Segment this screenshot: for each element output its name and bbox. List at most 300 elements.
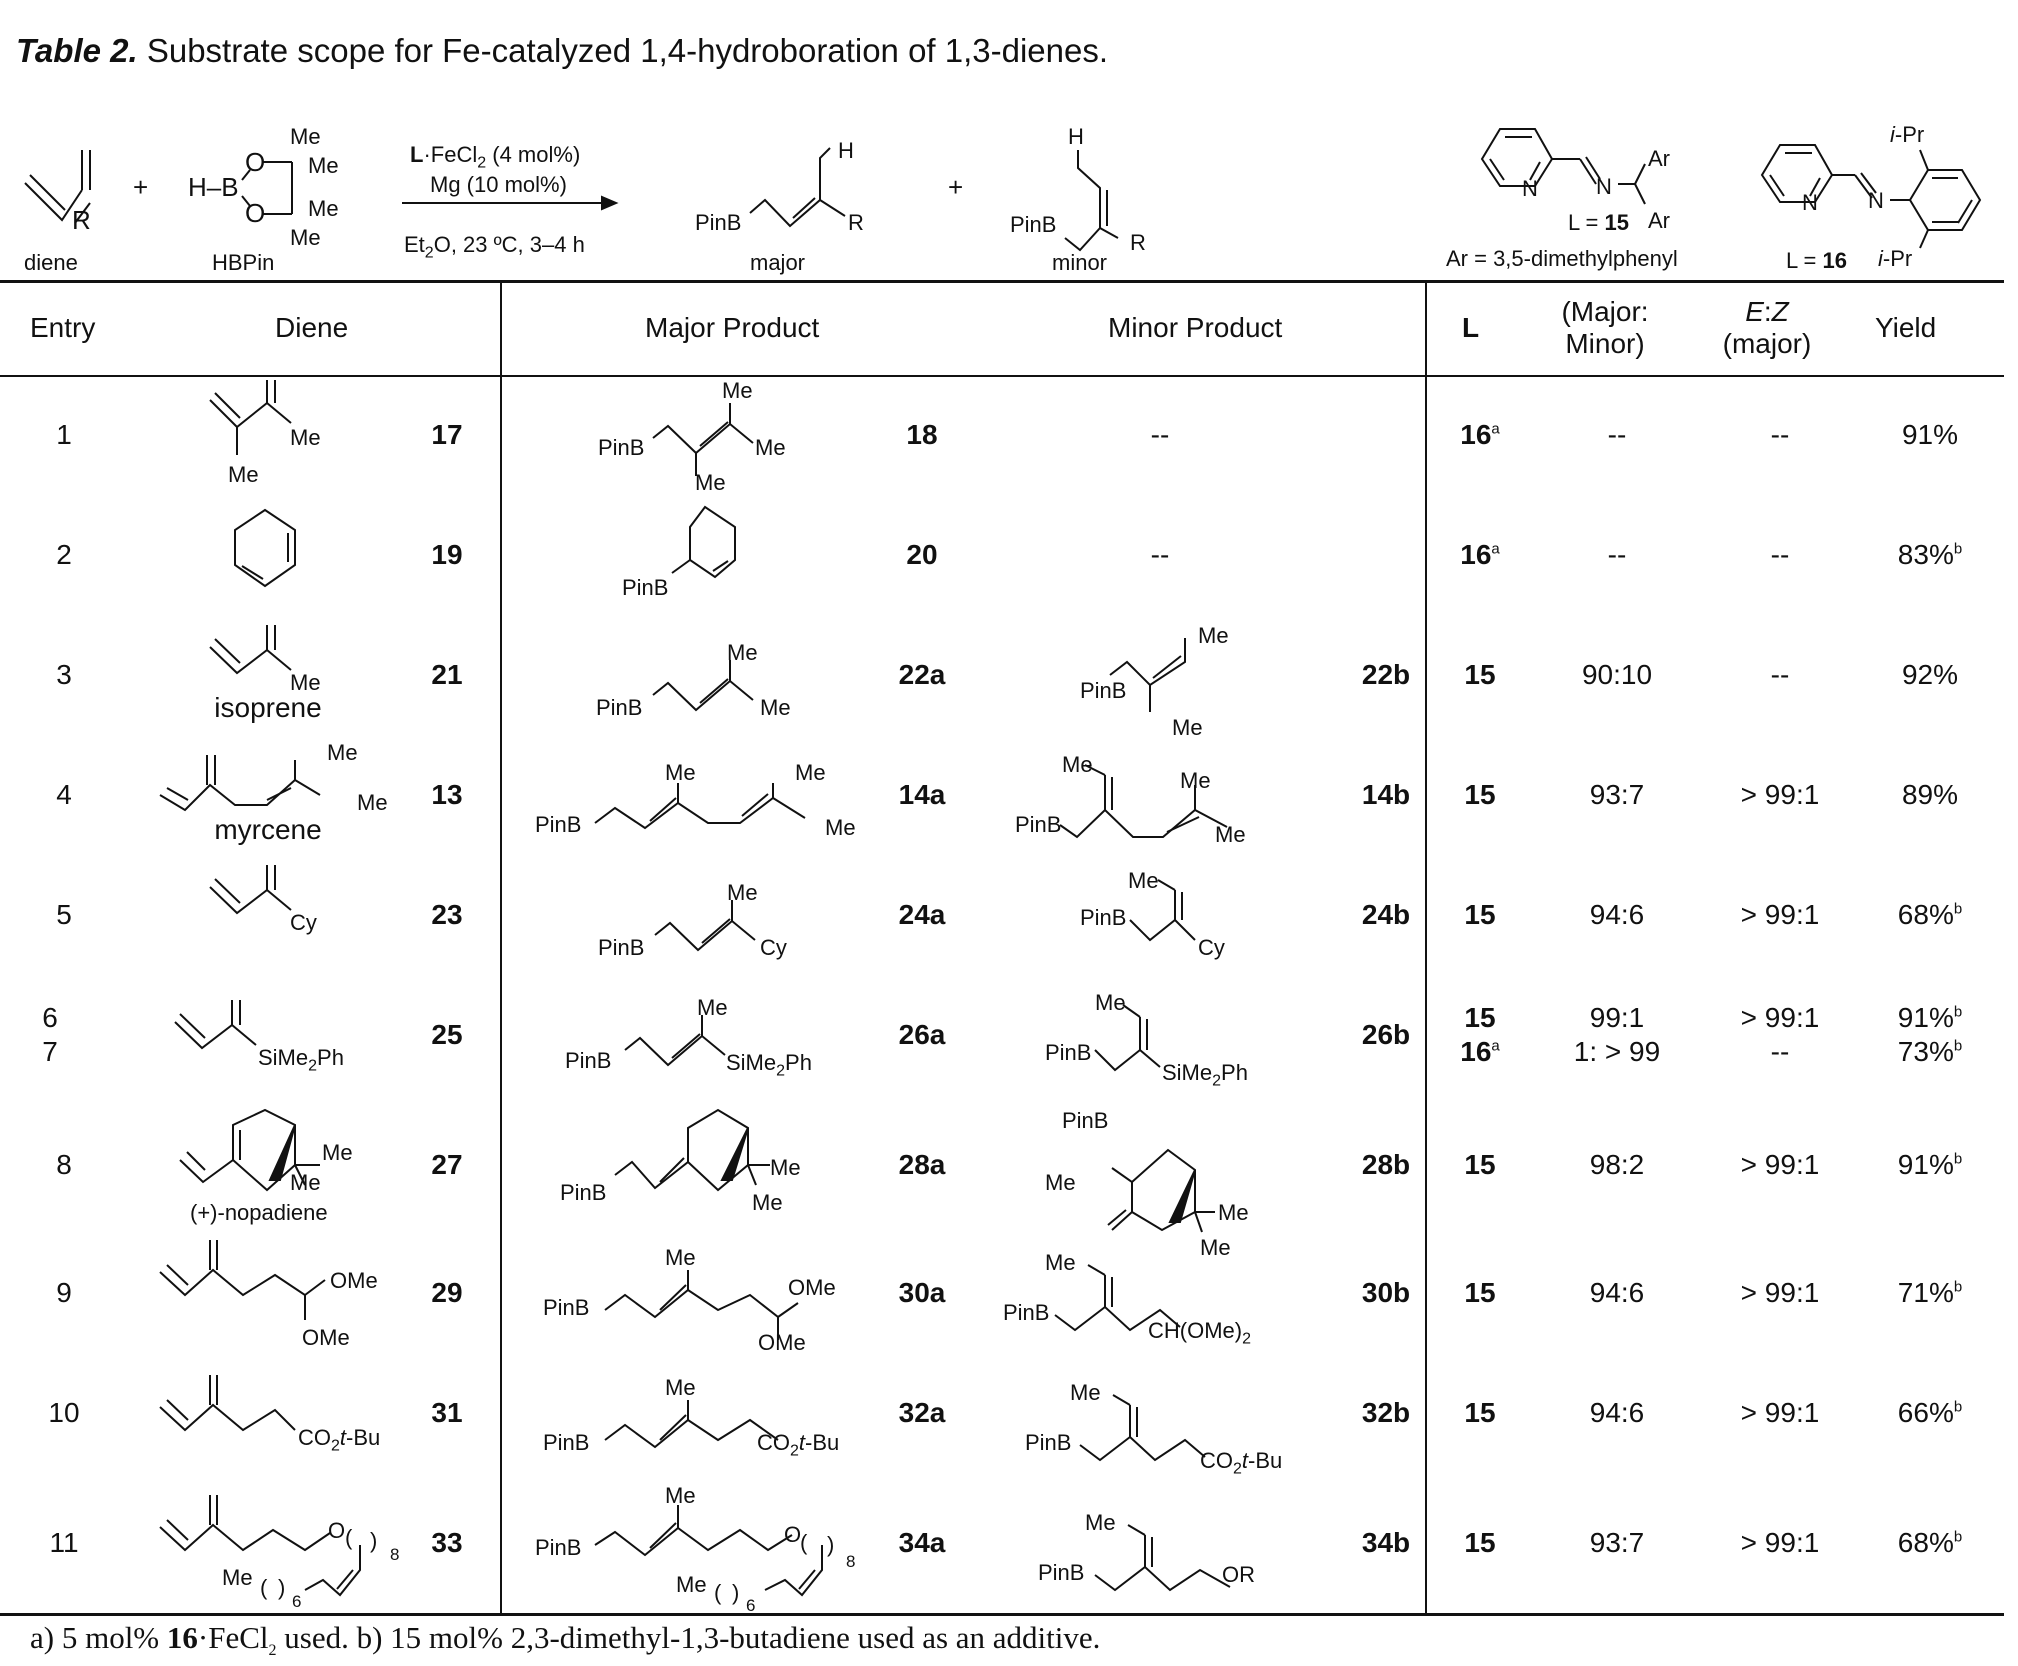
- minor-compound-number: 28b: [1361, 1149, 1411, 1180]
- product-14b-pinb: PinB: [1015, 812, 1062, 837]
- product-30a-me: Me: [665, 1245, 696, 1270]
- yield-value-value: 91%: [1897, 1002, 1954, 1033]
- major-minor-ratio: 94:6: [1589, 1277, 1645, 1308]
- reaction-arrow: [402, 196, 617, 210]
- product-24b-me: Me: [1128, 868, 1159, 893]
- major-compound-number: 26a: [898, 1019, 946, 1050]
- yield-value-value: 68%: [1897, 1527, 1954, 1558]
- ligand-15-ar1: Ar: [1648, 146, 1670, 171]
- diene-33-paren-r: ): [370, 1528, 378, 1553]
- product-20-structure: [660, 505, 770, 595]
- ligand-number-value: 15: [1464, 659, 1496, 690]
- entry-number: 9: [56, 1277, 72, 1308]
- header-minor-product: Minor Product: [1108, 312, 1283, 343]
- major-minor-ratio: 1: > 99: [1573, 1036, 1661, 1067]
- product-32a-me: Me: [665, 1375, 696, 1400]
- co-sub: 2: [790, 1442, 799, 1460]
- ligand-number-value: 15: [1464, 1527, 1496, 1558]
- entry-number: 7: [42, 1036, 58, 1067]
- diene-compound-number: 21: [431, 659, 463, 690]
- major-compound-number: 18: [906, 419, 938, 450]
- diene-17-me1: Me: [290, 425, 321, 450]
- diene-33-paren-l2: (: [260, 1575, 268, 1600]
- ligand-16-n2: N: [1868, 188, 1884, 213]
- product-22b-me2: Me: [1172, 715, 1203, 740]
- si-sub: 2: [1212, 1072, 1222, 1090]
- major-h: H: [838, 138, 854, 163]
- co-sub: 2: [331, 1437, 340, 1455]
- diene-compound-number: 27: [431, 1149, 463, 1180]
- bu-text: -Bu: [805, 1430, 840, 1455]
- yield-value: [1880, 1002, 1980, 1034]
- table-title: [16, 32, 1108, 70]
- diene-name: isoprene: [214, 692, 322, 723]
- yield-value: [1880, 1397, 1980, 1429]
- product-22b-pinb: PinB: [1080, 678, 1127, 703]
- yield-value-footnote-mark: b: [1953, 1528, 1963, 1546]
- diene-27-me1: Me: [322, 1140, 353, 1165]
- product-18-me2: Me: [755, 435, 786, 460]
- ez-ratio: > 99:1: [1740, 1149, 1820, 1180]
- diene-23-cy: Cy: [290, 910, 317, 935]
- ch-sub: 2: [1242, 1330, 1252, 1348]
- yield-value: [1880, 1527, 1980, 1559]
- product-24a-me: Me: [727, 880, 758, 905]
- product-22b-me1: Me: [1198, 623, 1229, 648]
- diene-label: diene: [24, 250, 78, 275]
- product-32b-pinb: PinB: [1025, 1430, 1072, 1455]
- diene-25-silyl: [258, 1045, 344, 1075]
- yield-value-footnote-mark: b: [1953, 1150, 1963, 1168]
- yield-value-value: 71%: [1897, 1277, 1954, 1308]
- diene-compound-number: 25: [431, 1019, 463, 1050]
- si-ph: Ph: [785, 1050, 812, 1075]
- product-24a-cy: Cy: [760, 935, 787, 960]
- diene-13-me2: Me: [357, 790, 388, 815]
- entry-number: 2: [56, 539, 72, 570]
- major-compound-number: 14a: [898, 779, 946, 810]
- yield-value-value: 66%: [1897, 1397, 1954, 1428]
- major-compound-number: 24a: [898, 899, 946, 930]
- hbpin-label: HBPin: [212, 250, 275, 275]
- ligand-number: [1450, 1277, 1510, 1309]
- bu-text: -Bu: [346, 1425, 381, 1450]
- table-top-rule: [0, 280, 2004, 283]
- ligand-number: [1450, 1527, 1510, 1559]
- major-minor-ratio: 94:6: [1589, 1397, 1645, 1428]
- et-sub: 2: [424, 244, 434, 262]
- major-compound-number: 20: [906, 539, 938, 570]
- ligand-number: [1450, 899, 1510, 931]
- major-pinb: PinB: [695, 210, 742, 235]
- major-minor-ratio: 94:6: [1589, 899, 1645, 930]
- product-26a-pinb: PinB: [565, 1048, 612, 1073]
- ligand-16-label: [1786, 248, 1847, 274]
- table-title-label: Table 2.: [16, 32, 138, 69]
- product-28b-pinb: PinB: [1062, 1108, 1109, 1133]
- ez-ratio: > 99:1: [1740, 1397, 1820, 1428]
- hbpin-me1: Me: [290, 124, 321, 149]
- ligand-number-value: 15: [1464, 1002, 1496, 1033]
- product-34b-pinb: PinB: [1038, 1560, 1085, 1585]
- major-compound-number: 34a: [898, 1527, 946, 1558]
- si-text: SiMe: [726, 1050, 777, 1075]
- diene-27-name: (+)-nopadiene: [190, 1200, 328, 1225]
- ligand-16-number: 16: [1822, 248, 1847, 273]
- ligand-number-value: 16: [1460, 1036, 1492, 1067]
- product-34a-pinb: PinB: [535, 1535, 582, 1560]
- t-text: t: [339, 1425, 347, 1450]
- product-14a-pinb: PinB: [535, 812, 582, 837]
- product-14a-me3: Me: [825, 815, 856, 840]
- co-sub: 2: [1233, 1460, 1242, 1478]
- product-14b-me2: Me: [1180, 768, 1211, 793]
- product-34a-me: Me: [665, 1483, 696, 1508]
- ez-ratio: --: [1770, 659, 1790, 690]
- header-diene: Diene: [275, 312, 349, 343]
- ipr-pr-2: -Pr: [1882, 246, 1913, 271]
- ligand-number-value: 15: [1464, 1149, 1496, 1180]
- product-28b-me2: Me: [1218, 1200, 1249, 1225]
- ligand-16-ipr-bottom: [1878, 246, 1912, 272]
- hbpin-me4: Me: [290, 225, 321, 250]
- co-text: CO: [1200, 1448, 1233, 1473]
- product-32a-ester: [757, 1430, 839, 1460]
- diene-name: myrcene: [214, 814, 322, 845]
- major-compound-number: 28a: [898, 1149, 946, 1180]
- fecl-sub: 2: [477, 154, 487, 172]
- major-minor-ratio: 99:1: [1589, 1002, 1645, 1033]
- yield-value-footnote-mark: b: [1953, 1003, 1963, 1021]
- product-34b-or: OR: [1222, 1562, 1255, 1587]
- diene-25-structure: [170, 1000, 270, 1060]
- temp-time: O, 23 ºC, 3–4 h: [433, 232, 585, 257]
- footnote-a-pre: a) 5 mol%: [30, 1620, 167, 1655]
- product-32b-me: Me: [1070, 1380, 1101, 1405]
- product-34a-n8: 8: [846, 1552, 856, 1571]
- product-28a-me2: Me: [752, 1190, 783, 1215]
- header-ez-z: Z: [1771, 296, 1789, 327]
- si-sub: 2: [308, 1057, 318, 1075]
- ligand-number-value: 16: [1460, 539, 1492, 570]
- conditions-mg: Mg (10 mol%): [430, 172, 567, 197]
- table-title-text: Substrate scope for Fe-catalyzed 1,4-hydroboration of 1,3-dienes.: [146, 32, 1109, 69]
- product-34a-n6: 6: [746, 1596, 756, 1615]
- hbpin-me3: Me: [308, 196, 339, 221]
- yield-value-footnote-mark: b: [1953, 1398, 1963, 1416]
- ez-ratio: > 99:1: [1740, 1277, 1820, 1308]
- ligand-16-label-text: L =: [1786, 248, 1823, 273]
- ez-ratio: > 99:1: [1740, 1527, 1820, 1558]
- yield-value-footnote-mark: b: [1953, 540, 1963, 558]
- minor-product-empty: --: [1150, 419, 1170, 450]
- product-30a-pinb: PinB: [543, 1295, 590, 1320]
- minor-label: minor: [1052, 250, 1108, 275]
- product-30b-acetal: [1148, 1318, 1251, 1348]
- diene-compound-number: 29: [431, 1277, 463, 1308]
- ligand-number-value: 15: [1464, 1397, 1496, 1428]
- product-22a-pinb: PinB: [596, 695, 643, 720]
- product-30a-ome1: OMe: [788, 1275, 836, 1300]
- product-24a-pinb: PinB: [598, 935, 645, 960]
- ligand-15-number: 15: [1604, 210, 1629, 235]
- ez-ratio: > 99:1: [1740, 899, 1820, 930]
- ipr-i-2: i: [1878, 246, 1883, 271]
- si-ph: Ph: [317, 1045, 344, 1070]
- column-divider-right: [1425, 282, 1427, 1614]
- ligand-15-label: [1568, 210, 1629, 236]
- minor-pinb: PinB: [1010, 212, 1057, 237]
- major-compound-number: 22a: [898, 659, 946, 690]
- fecl-text: ·FeCl: [423, 142, 478, 167]
- yield-value-value: 68%: [1897, 899, 1954, 930]
- yield-value: [1880, 1277, 1980, 1309]
- yield-value-footnote-mark: b: [1953, 900, 1963, 918]
- table-footnote: [30, 1620, 1100, 1660]
- product-18-pinb: PinB: [598, 435, 645, 460]
- hbpin-me2: Me: [308, 153, 339, 178]
- minor-compound-number: 34b: [1361, 1527, 1411, 1558]
- header-ez-line2: (major): [1722, 328, 1812, 359]
- ez-ratio: > 99:1: [1740, 779, 1820, 810]
- diene-19-structure: [230, 508, 305, 598]
- yield-value: [1880, 659, 1980, 691]
- ligand-number: [1450, 539, 1510, 571]
- conditions-solvent: [404, 232, 585, 262]
- yield-value: [1880, 899, 1980, 931]
- ligand-number: [1450, 659, 1510, 691]
- ligand-number-value: 15: [1464, 779, 1496, 810]
- ligand-l: L: [410, 142, 424, 167]
- product-34b-me: Me: [1085, 1510, 1116, 1535]
- product-28a-me1: Me: [770, 1155, 801, 1180]
- ez-ratio: --: [1770, 539, 1790, 570]
- footnote-a-sub: 2: [268, 1642, 277, 1660]
- header-ratio-line2: Minor): [1565, 328, 1645, 359]
- diene-33-me: Me: [222, 1565, 253, 1590]
- diene-33-paren-l: (: [345, 1525, 353, 1550]
- diene-29-ome1: OMe: [330, 1268, 378, 1293]
- ez-ratio: --: [1770, 1036, 1790, 1067]
- ligand-number: [1450, 419, 1510, 451]
- t-text: t: [1241, 1448, 1249, 1473]
- footnote-a-fecl: ·FeCl: [197, 1620, 269, 1655]
- ligand-number-value: 16: [1460, 419, 1492, 450]
- yield-value-value: 91%: [1901, 419, 1959, 450]
- major-minor-ratio: 93:7: [1589, 1527, 1645, 1558]
- ligand-number: [1450, 1149, 1510, 1181]
- product-14b-me1: Me: [1062, 752, 1093, 777]
- product-34a-o: O: [784, 1522, 802, 1547]
- product-34a-paren-l: (: [800, 1530, 808, 1555]
- product-26b-me: Me: [1095, 990, 1126, 1015]
- ez-ratio: --: [1770, 419, 1790, 450]
- product-30a-ome2: OMe: [758, 1330, 806, 1355]
- yield-value: [1880, 1036, 1980, 1068]
- yield-value-value: 89%: [1901, 779, 1959, 810]
- diene-33-o: O: [328, 1518, 346, 1543]
- ligand-15-label-text: L =: [1568, 210, 1605, 235]
- major-r: R: [848, 210, 864, 235]
- ez-ratio: > 99:1: [1740, 1002, 1820, 1033]
- minor-r: R: [1130, 230, 1146, 255]
- product-34a-paren-r: ): [827, 1532, 835, 1557]
- minor-h: H: [1068, 124, 1084, 149]
- ligand-15-n1: N: [1522, 176, 1538, 201]
- ligand-number-footnote-mark: a: [1491, 1037, 1500, 1055]
- minor-product-empty: --: [1150, 539, 1170, 570]
- minor-compound-number: 32b: [1361, 1397, 1411, 1428]
- ligand-15-structure: [1470, 124, 1670, 214]
- entry-number: 10: [48, 1397, 80, 1428]
- bu-text: -Bu: [1248, 1448, 1283, 1473]
- major-label: major: [750, 250, 806, 275]
- si-sub: 2: [776, 1062, 786, 1080]
- diene-33-paren-r2: ): [278, 1575, 286, 1600]
- product-26a-silyl: [726, 1050, 812, 1080]
- plus-sign-2: +: [948, 172, 964, 202]
- diene-compound-number: 19: [431, 539, 463, 570]
- diene-compound-number: 17: [431, 419, 463, 450]
- yield-value-value: 91%: [1897, 1149, 1954, 1180]
- header-ratio: [1555, 296, 1655, 360]
- product-14a-structure: [590, 778, 850, 838]
- hbpin-ring: [230, 148, 310, 228]
- si-text: SiMe: [258, 1045, 309, 1070]
- major-compound-number: 30a: [898, 1277, 946, 1308]
- product-22a-me2: Me: [760, 695, 791, 720]
- footnote-b: used. b) 15 mol% 2,3-dimethyl-1,3-butadiene used as an additive.: [276, 1620, 1101, 1655]
- diene-21-me: Me: [290, 670, 321, 695]
- yield-value-footnote-mark: b: [1953, 1278, 1963, 1296]
- entry-number: 11: [49, 1527, 79, 1558]
- major-compound-number: 32a: [898, 1397, 946, 1428]
- entry-number: 4: [56, 779, 72, 810]
- yield-value: [1880, 779, 1980, 811]
- product-20-pinb: PinB: [622, 575, 669, 600]
- plus-sign: +: [133, 172, 149, 202]
- diene-13-me1: Me: [327, 740, 358, 765]
- product-34a-paren-r2: ): [732, 1580, 740, 1605]
- yield-value: [1880, 1149, 1980, 1181]
- footnote-a-ligand: 16: [166, 1620, 198, 1655]
- header-ez: [1712, 296, 1822, 360]
- header-ez-line1: [1712, 296, 1822, 328]
- column-divider-left: [500, 282, 502, 1614]
- major-minor-ratio: --: [1607, 419, 1627, 450]
- ligand-15-n2: N: [1596, 174, 1612, 199]
- major-minor-ratio: --: [1607, 539, 1627, 570]
- diene-27-me2: Me: [290, 1170, 321, 1195]
- product-24b-structure: [1120, 885, 1230, 975]
- co-text: CO: [757, 1430, 790, 1455]
- yield-value: [1880, 419, 1980, 451]
- product-32a-pinb: PinB: [543, 1430, 590, 1455]
- product-14a-me2: Me: [795, 760, 826, 785]
- entry-number: 5: [56, 899, 72, 930]
- minor-compound-number: 14b: [1361, 779, 1411, 810]
- product-30b-me: Me: [1045, 1250, 1076, 1275]
- hbpin-hb: H–B: [188, 172, 239, 202]
- header-ligand: L: [1462, 312, 1480, 343]
- ipr-i: i: [1890, 122, 1895, 147]
- header-entry: Entry: [30, 312, 96, 343]
- diene-compound-number: 23: [431, 899, 463, 930]
- entry-number: 3: [56, 659, 72, 690]
- product-22a-me1: Me: [727, 640, 758, 665]
- table-bottom-rule: [0, 1613, 2004, 1616]
- ch-text: CH(OMe): [1148, 1318, 1243, 1343]
- product-24b-pinb: PinB: [1080, 905, 1127, 930]
- product-26b-silyl: [1162, 1060, 1248, 1090]
- ligand-number-value: 15: [1464, 1277, 1496, 1308]
- diene-compound-number: 13: [431, 779, 463, 810]
- product-18-me3: Me: [695, 470, 726, 495]
- header-yield: Yield: [1875, 312, 1937, 343]
- diene-29-ome2: OMe: [302, 1325, 350, 1350]
- yield-value-value: 83%: [1897, 539, 1954, 570]
- product-26b-pinb: PinB: [1045, 1040, 1092, 1065]
- t-text: t: [798, 1430, 806, 1455]
- header-major-product: Major Product: [645, 312, 820, 343]
- product-24b-cy: Cy: [1198, 935, 1225, 960]
- minor-compound-number: 24b: [1361, 899, 1411, 930]
- diene-r-label: R: [72, 205, 91, 235]
- ligand-number: [1450, 779, 1510, 811]
- hbpin-o2: O: [245, 198, 266, 228]
- product-14b-me3: Me: [1215, 822, 1246, 847]
- diene-compound-number: 33: [431, 1527, 463, 1558]
- product-28a-pinb: PinB: [560, 1180, 607, 1205]
- yield-value-value: 92%: [1901, 659, 1959, 690]
- header-ez-e: E: [1745, 296, 1764, 327]
- hbpin-o1: O: [245, 147, 266, 177]
- entry-number: 1: [56, 419, 72, 450]
- product-28b-me1: Me: [1045, 1170, 1076, 1195]
- product-18-me1: Me: [722, 378, 753, 403]
- product-30b-pinb: PinB: [1003, 1300, 1050, 1325]
- catalyst-loading: (4 mol%): [486, 142, 581, 167]
- ligand-number-footnote-mark: a: [1491, 540, 1500, 558]
- diene-33-n8: 8: [390, 1545, 400, 1564]
- major-minor-ratio: 98:2: [1589, 1149, 1645, 1180]
- yield-value-footnote-mark: b: [1953, 1037, 1963, 1055]
- major-minor-ratio: 93:7: [1589, 779, 1645, 810]
- product-14a-me1: Me: [665, 760, 696, 785]
- product-32b-ester: [1200, 1448, 1282, 1478]
- header-ratio-line1: (Major:: [1561, 296, 1649, 327]
- conditions-catalyst: [410, 142, 580, 172]
- si-ph: Ph: [1221, 1060, 1248, 1085]
- table-header-rule: [0, 375, 2004, 377]
- diene-compound-number: 31: [431, 1397, 463, 1428]
- ligand-number: [1450, 1002, 1510, 1034]
- co-text: CO: [298, 1425, 331, 1450]
- ligand-number: [1450, 1036, 1510, 1068]
- diene-17-me2: Me: [228, 462, 259, 487]
- diene-33-n6: 6: [292, 1592, 302, 1611]
- product-28b-me3: Me: [1200, 1235, 1231, 1260]
- yield-value-value: 73%: [1897, 1036, 1954, 1067]
- entry-number: 6: [42, 1002, 58, 1033]
- product-34a-paren-l2: (: [714, 1580, 722, 1605]
- ipr-pr: -Pr: [1894, 122, 1925, 147]
- ligand-number: [1450, 1397, 1510, 1429]
- diene-31-ester: [298, 1425, 380, 1455]
- yield-value: [1880, 539, 1980, 571]
- minor-compound-number: 30b: [1361, 1277, 1411, 1308]
- ligand-15-ar-definition: Ar = 3,5-dimethylphenyl: [1446, 246, 1678, 271]
